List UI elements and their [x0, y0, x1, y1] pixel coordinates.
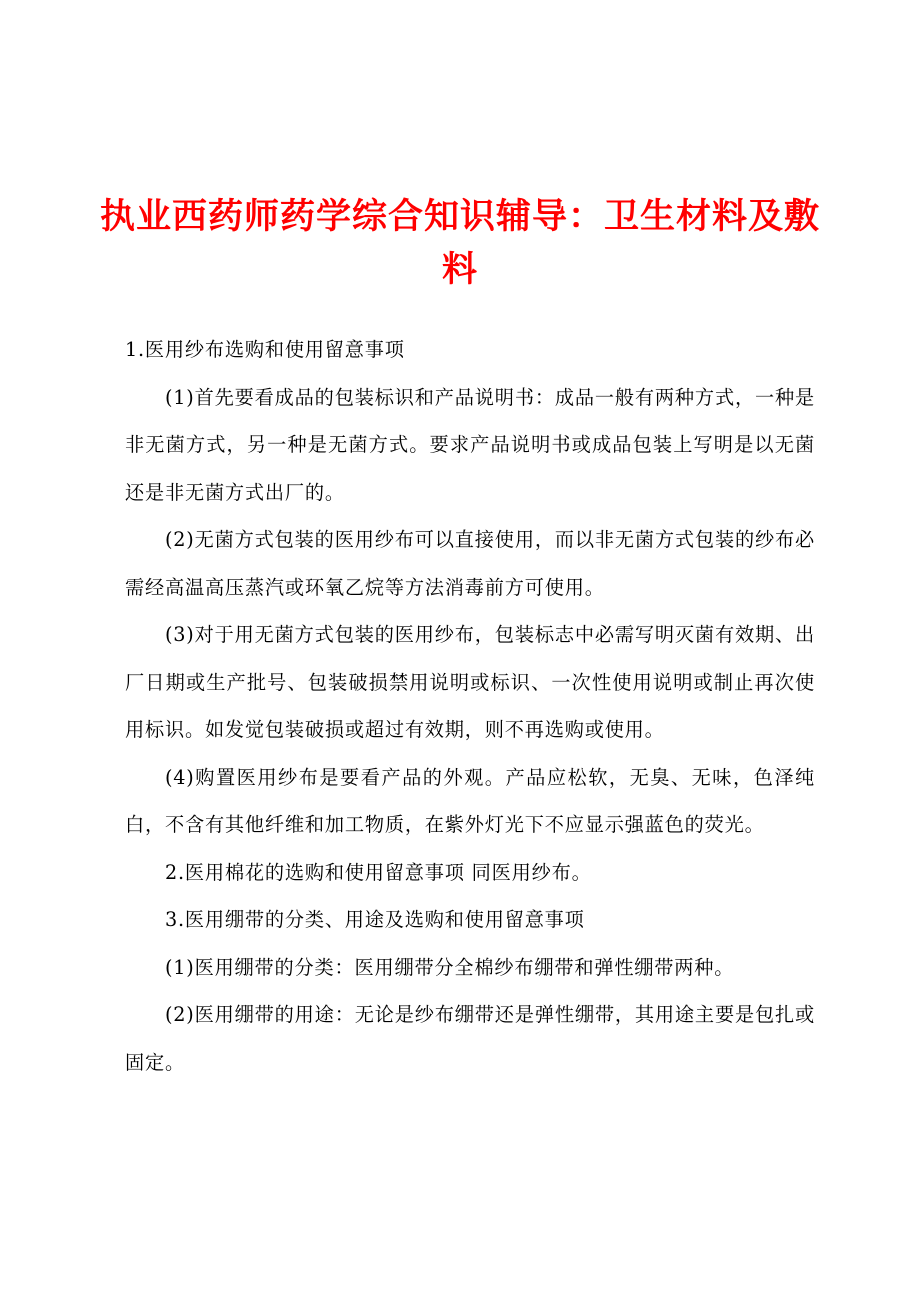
document-body [125, 326, 815, 1086]
section-heading-cotton: 2.医用棉花的选购和使用留意事项 同医用纱布。 [165, 860, 592, 884]
section-heading-bandage: 3.医用绷带的分类、用途及选购和使用留意事项 [165, 908, 585, 931]
paragraph: (3)对于用无菌方式包装的医用纱布，包装标志中必需写明灭菌有效期、出厂日期或生产批号、包装破损禁用说明或标识、一次性使用说明或制止再次使用标识。如发觉包装破损或超过有效期，则不再选购或使用。 [125, 623, 815, 741]
document-title: 执业西药师药学综合知识辅导：卫生材料及敷料 [100, 196, 821, 290]
paragraph: (1)首先要看成品的包装标识和产品说明书：成品一般有两种方式，一种是非无菌方式，另一种是无菌方式。要求产品说明书或成品包装上写明是以无菌还是非无菌方式出厂的。 [125, 385, 815, 504]
paragraph: (1)医用绷带的分类：医用绷带分全棉纱布绷带和弹性绷带两种。 [165, 955, 735, 979]
paragraph: (2)无菌方式包装的医用纱布可以直接使用，而以非无菌方式包装的纱布必需经高温高压蒸汽或环氧乙烷等方法消毒前方可使用。 [125, 528, 815, 599]
section-heading-gauze: 1.医用纱布选购和使用留意事项 [125, 338, 405, 361]
paragraph: (4)购置医用纱布是要看产品的外观。产品应松软，无臭、无味，色泽纯白，不含有其他纤维和加工物质，在紫外灯光下不应显示强蓝色的荧光。 [125, 765, 815, 836]
paragraph: (2)医用绷带的用途：无论是纱布绷带还是弹性绷带，其用途主要是包扎或固定。 [125, 1003, 815, 1074]
